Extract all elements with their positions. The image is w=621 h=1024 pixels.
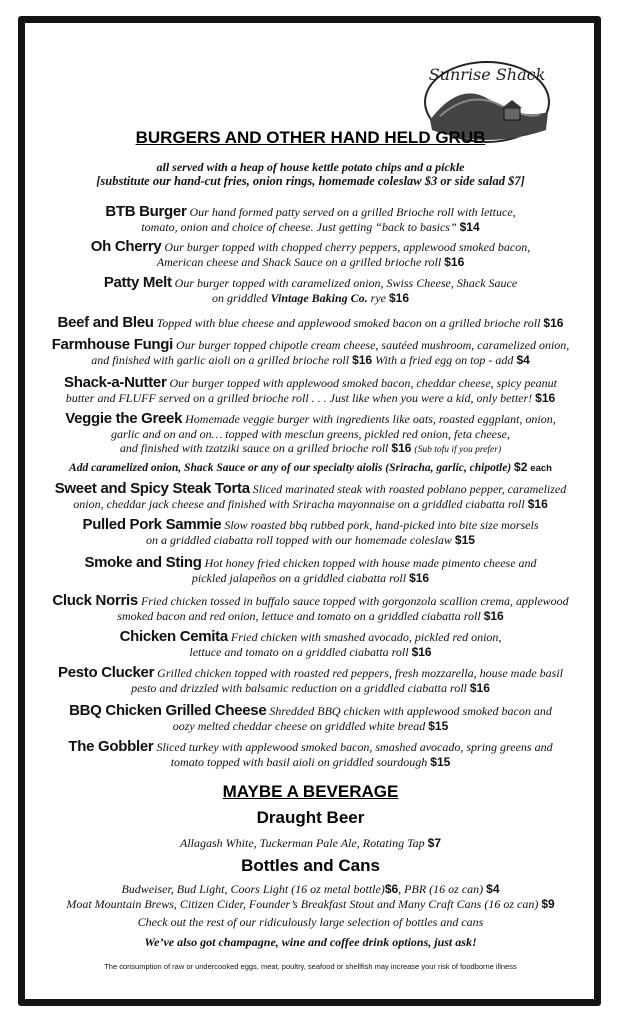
item-desc: Shredded BBQ chicken with applewood smoked bacon and [269, 704, 552, 718]
item-desc: Topped with blue cheese and applewood smoked bacon on a grilled brioche roll [156, 316, 541, 330]
item-name: Farmhouse Fungi [51, 336, 174, 353]
menu-item-steak-torta [24, 482, 597, 511]
bottles-line-3: Check out the rest of our ridiculously large selection of bottles and cans [137, 915, 484, 929]
item-desc: pickled jalapeños on a griddled ciabatta roll [191, 570, 407, 585]
item-desc: Our hand formed patty served on a grilled Brioche roll with lettuce, [189, 205, 516, 219]
intro-line-1: all served with a heap of house kettle potato chips and a pickle [156, 160, 465, 174]
item-desc: Homemade veggie burger with ingredients like oats, roasted eggplant, onion, [185, 412, 556, 426]
menu-item-beef-and-bleu [12, 316, 609, 331]
menu-item-farmhouse-fungi [30, 338, 591, 367]
item-desc: Sliced marinated steak with roasted poblano pepper, caramelized [252, 482, 567, 496]
bottles-cans-title: Bottles and Cans [241, 856, 380, 875]
item-name: Pesto Clucker [58, 664, 155, 681]
menu-item-patty-melt [30, 276, 591, 305]
intro-line-2: [substitute our hand-cut fries, onion rings, homemade coleslaw $3 or side salad $7] [96, 174, 525, 188]
item-desc: tomato, onion and choice of cheese. Just getting “back to basics” [141, 219, 457, 234]
draught-beer-line [30, 836, 591, 851]
extra-options-line: We’ve also got champagne, wine and coffee drink options, just ask! [144, 935, 477, 949]
item-price: $15 [430, 754, 451, 769]
item-price: $16 [389, 290, 410, 305]
item-price: $14 [459, 219, 480, 234]
menu-item-shack-a-nutter [30, 376, 591, 405]
item-desc: Our burger topped chipotle cream cheese, sautéed mushroom, caramelized onion, [176, 338, 570, 352]
item-desc: on a griddled ciabatta roll topped with our homemade coleslaw [146, 532, 452, 547]
item-name: Shack-a-Nutter [64, 374, 167, 391]
foodborne-disclaimer: The consumption of raw or undercooked eggs, meat, poultry, seafood or shellfish may increase your risk of foodborne illness [104, 962, 517, 971]
item-name: Smoke and Sting [84, 554, 202, 571]
item-name: BTB Burger [105, 203, 187, 220]
bottles-list: Moat Mountain Brews, Citizen Cider, Founder’s Breakfast Stout and Many Craft Cans (16 oz can) [66, 897, 539, 911]
draught-beer-title: Draught Beer [256, 808, 365, 827]
draught-list: Allagash White, Tuckerman Pale Ale, Rotating Tap [179, 836, 425, 850]
item-desc: butter and FLUFF served on a grilled brioche roll . . . Just like when you were a kid, only better! [65, 390, 533, 405]
item-name: Pulled Pork Sammie [82, 516, 222, 533]
item-name: Veggie the Greek [65, 410, 183, 427]
item-name: Cluck Norris [52, 592, 138, 609]
item-desc: onion, cheddar jack cheese and finished with Sriracha mayonnaise on a griddled ciabatta roll [73, 496, 525, 511]
menu-item-smoke-and-sting [30, 556, 591, 585]
item-desc: on griddled [211, 290, 268, 305]
menu-item-veggie-the-greek [30, 412, 591, 458]
item-desc: Fried chicken tossed in buffalo sauce topped with gorgonzola scallion crema, applewood [140, 594, 569, 608]
menu-item-btb-burger [30, 205, 591, 234]
item-desc: Hot honey fried chicken topped with house made pimento cheese and [204, 556, 537, 570]
menu-item-chicken-cemita [30, 630, 591, 659]
item-desc: lettuce and tomato on a griddled ciabatta roll [189, 644, 409, 659]
menu-item-the-gobbler [30, 740, 591, 769]
bottles-price: $9 [541, 897, 555, 911]
item-name: BBQ Chicken Grilled Cheese [69, 702, 267, 719]
item-name: Sweet and Spicy Steak Torta [54, 480, 250, 497]
item-name: Chicken Cemita [119, 628, 228, 645]
item-price: $16 [444, 254, 465, 269]
item-price: $16 [469, 680, 490, 695]
bottles-line-2 [20, 897, 601, 912]
item-note: (Sub tofu if you prefer) [414, 445, 502, 455]
menu-item-bbq-chicken-grilled-cheese [30, 704, 591, 733]
menu-item-cluck-norris [22, 594, 599, 623]
section-title-burgers: BURGERS AND OTHER HAND HELD GRUB [135, 128, 486, 147]
add-on-price: $2 [514, 460, 528, 474]
bottles-price: $4 [486, 882, 500, 896]
item-price: $16 [483, 608, 504, 623]
item-desc: Fried chicken with smashed avocado, pickled red onion, [230, 630, 502, 644]
item-price: $16 [411, 644, 432, 659]
menu-item-oh-cherry [30, 240, 591, 269]
menu-item-pesto-clucker [24, 666, 597, 695]
item-addon-price: $4 [516, 352, 530, 367]
item-price: $16 [352, 352, 373, 367]
item-price: $16 [543, 316, 564, 330]
draught-price: $7 [427, 836, 441, 850]
item-desc: Our burger topped with applewood smoked bacon, cheddar cheese, spicy peanut [169, 376, 557, 390]
item-price: $16 [409, 570, 430, 585]
add-on-line [12, 460, 609, 477]
item-price: $16 [527, 496, 548, 511]
item-desc: Our burger topped with caramelized onion, Swiss Cheese, Shack Sauce [174, 276, 518, 290]
item-price: $15 [428, 718, 449, 733]
item-desc: and finished with garlic aioli on a grilled brioche roll [91, 352, 350, 367]
item-desc: and finished with tzatziki sauce on a grilled brioche roll [119, 441, 389, 455]
item-desc: garlic and on and on… topped with mesclun greens, pickled red onion, feta cheese, [110, 426, 511, 441]
item-desc: With a fried egg on top - add [375, 352, 514, 367]
item-name: Oh Cherry [90, 238, 162, 255]
item-desc: oozy melted cheddar cheese on griddled white bread [172, 718, 426, 733]
item-desc: smoked bacon and red onion, lettuce and tomato on a griddled ciabatta roll [117, 608, 481, 623]
bottles-price: $6 [384, 882, 399, 896]
item-desc: tomato topped with basil aioli on griddled sourdough [170, 754, 428, 769]
item-desc: rye [370, 290, 386, 305]
item-desc: Our burger topped with chopped cherry peppers, applewood smoked bacon, [164, 240, 531, 254]
menu-item-pulled-pork [30, 518, 591, 547]
item-price: $15 [454, 532, 475, 547]
item-desc: Slow roasted bbq rubbed pork, hand-picked into bite size morsels [224, 518, 539, 532]
item-price: $16 [535, 390, 556, 405]
bottles-list: , PBR (16 oz can) [398, 882, 484, 896]
item-desc: pesto and drizzled with balsamic reduction on a griddled ciabatta roll [131, 680, 467, 695]
add-on-text: Add caramelized onion, Shack Sauce or any of our specialty aiolis (Sriracha, garlic, chipotle) [69, 462, 512, 474]
bottles-list: Budweiser, Bud Light, Coors Light (16 oz metal bottle) [121, 882, 385, 896]
item-price: $16 [391, 441, 412, 455]
item-name: Patty Melt [103, 274, 172, 291]
add-on-suffix: each [530, 463, 552, 474]
item-name: Beef and Bleu [57, 314, 154, 331]
bakery-name: Vintage Baking Co. [270, 290, 368, 305]
item-name: The Gobbler [68, 738, 154, 755]
svg-text:Sunrise Shack: Sunrise Shack [428, 65, 546, 84]
bottles-line-1 [20, 882, 601, 897]
section-title-beverage: MAYBE A BEVERAGE [222, 782, 399, 801]
item-desc: Sliced turkey with applewood smoked bacon, smashed avocado, spring greens and [156, 740, 553, 754]
item-desc: American cheese and Shack Sauce on a grilled brioche roll [156, 254, 442, 269]
item-desc: Grilled chicken topped with roasted red peppers, fresh mozzarella, house made basil [157, 666, 563, 680]
